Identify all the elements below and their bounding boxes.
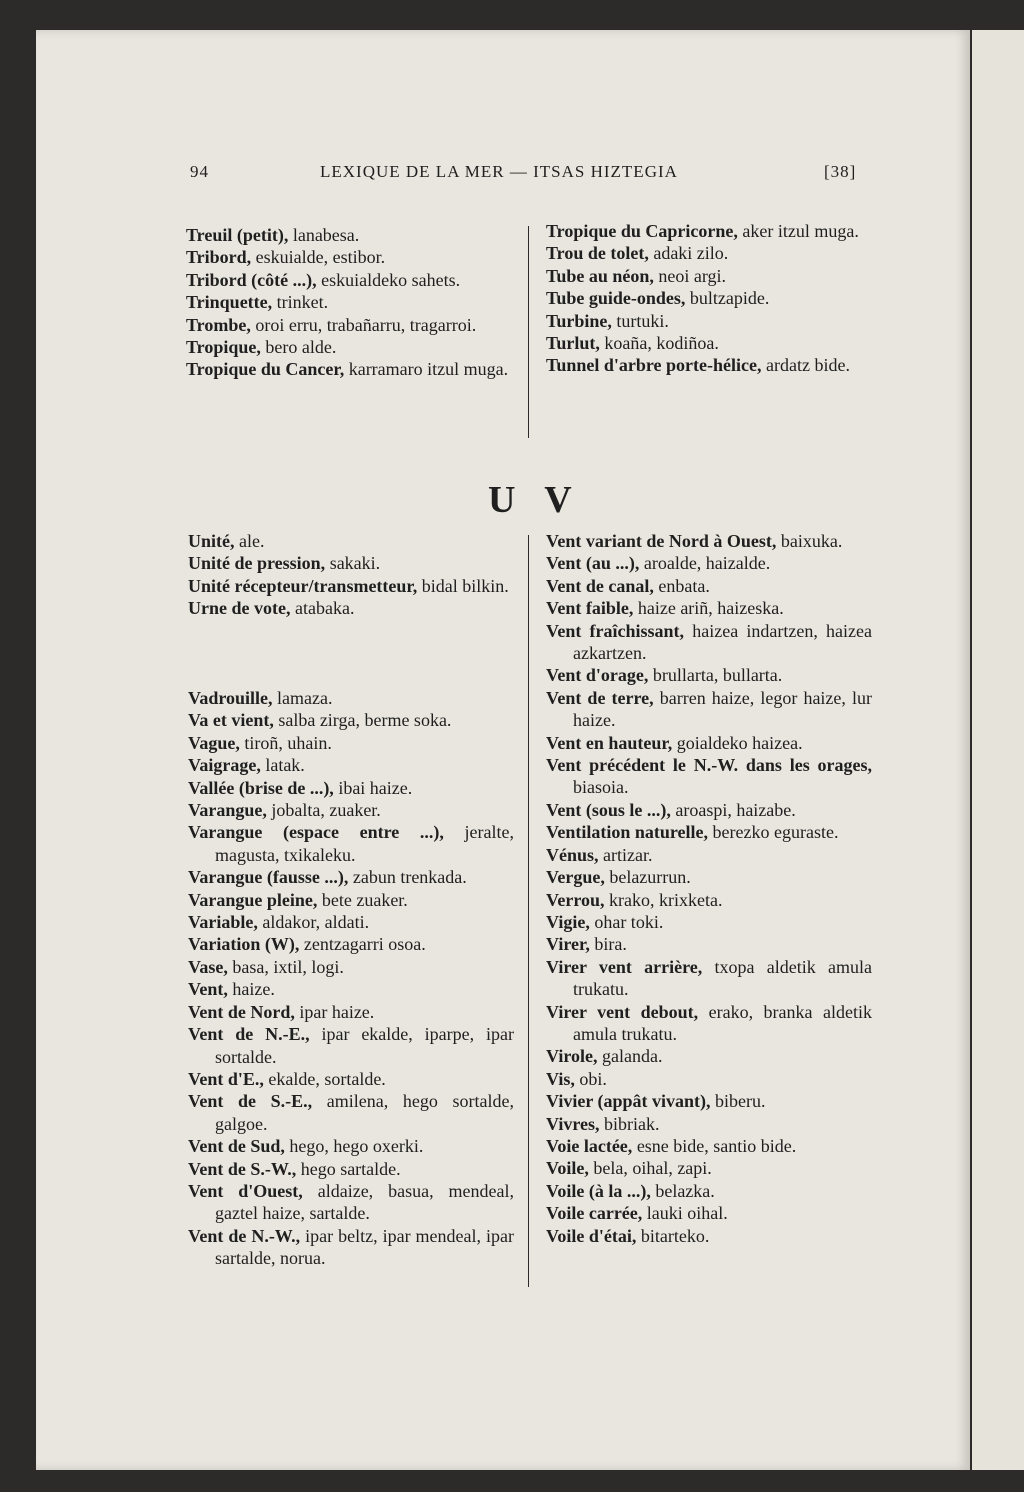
entry-definition: esne bide, santio bide. [632,1135,797,1156]
entry-term: Vivier (appât vivant), [546,1091,711,1112]
dictionary-entry [546,1045,872,1067]
entry-term: Vent de terre, [546,687,654,708]
entry-term: Vase, [188,956,228,977]
entry-definition: amilena, hego sortalde, galgoe. [215,1091,514,1134]
facing-page-edge [972,30,1024,1470]
dictionary-entry [188,530,514,552]
entry-term: Tropique, [186,337,261,358]
entry-definition: aroaspi, haizabe. [670,799,796,820]
dictionary-entry [546,530,872,552]
entry-term: Tunnel d'arbre porte-hélice, [546,355,762,376]
entry-term: Voile (à la ...), [546,1180,651,1201]
dictionary-entry [546,799,872,821]
entry-term: Varangue (fausse ...), [188,867,349,888]
entry-definition: ohar toki. [589,911,664,932]
entries-left-u [188,530,514,620]
section-heading: U V [488,479,582,521]
entries-top-left [186,224,512,381]
entry-definition: aroalde, haizalde. [639,553,771,574]
dictionary-entry [546,1135,872,1157]
entry-definition: koaña, kodiñoa. [599,333,719,354]
entry-definition: jobalta, zuaker. [266,800,381,821]
entry-term: Vent d'Ouest, [188,1180,303,1201]
entry-term: Voie lactée, [546,1135,633,1156]
entry-term: Vigie, [546,911,590,932]
entry-definition: ipar beltz, ipar mendeal, ipar sartalde, norua. [215,1225,514,1269]
dictionary-entry [546,575,872,597]
dictionary-entry [188,799,514,821]
entry-definition: barren haize, legor haize, lur haize. [573,687,872,731]
entry-term: Trombe, [186,314,251,335]
entry-definition: aker itzul muga. [737,221,859,241]
dictionary-entry [188,709,514,731]
page-number: 94 [190,162,209,181]
entry-definition: neoi argi. [653,265,727,286]
entry-term: Treuil (petit), [186,225,289,245]
dictionary-entry [546,552,872,574]
dictionary-entry [546,911,872,933]
entry-term: Tribord (côté ...), [186,269,317,290]
dictionary-entry [546,821,872,843]
entry-definition: bela, oihal, zapi. [588,1158,712,1179]
entry-term: Vallée (brise de ...), [188,777,334,798]
entry-definition: galanda. [597,1046,663,1067]
entry-term: Tube guide-ondes, [546,288,686,309]
entry-term: Va et vient, [188,710,274,731]
entry-term: Trou de tolet, [546,243,649,264]
entry-definition: krako, krixketa. [604,889,723,910]
entry-term: Virer vent arrière, [546,956,703,977]
entries-top-right [546,220,872,377]
entry-definition: tiroñ, uhain. [239,732,332,753]
dictionary-entry [188,933,514,955]
entry-definition: basa, ixtil, logi. [227,956,344,977]
entry-term: Trinquette, [186,292,273,313]
entry-definition: enbata. [653,575,710,596]
entry-term: Vent variant de Nord à Ouest, [546,531,777,551]
dictionary-entry [186,314,512,336]
entry-definition: ibai haize. [333,777,413,798]
dictionary-entry [546,1090,872,1112]
entry-definition: eskuialde, estibor. [251,247,386,268]
entry-term: Vent de N.-W., [188,1225,301,1246]
entry-definition: aldakor, aldati. [257,912,370,933]
entry-term: Unité récepteur/transmetteur, [188,575,418,596]
dictionary-entry [188,821,514,866]
entry-term: Vague, [188,732,240,753]
entry-definition: bero alde. [260,337,337,358]
entry-definition: ipar ekalde, iparpe, ipar sortalde. [215,1024,514,1067]
entry-definition: bibriak. [599,1113,660,1134]
dictionary-entry [546,754,872,799]
entry-definition: zabun trenkada. [348,867,467,888]
entry-definition: jeralte, magusta, txikaleku. [215,822,514,865]
entry-term: Tube au néon, [546,265,654,286]
entry-term: Unité de pression, [188,553,326,574]
dictionary-entry [186,224,512,246]
entry-definition: karramaro itzul muga. [344,359,509,380]
entry-definition: sakaki. [325,553,381,574]
entry-definition: haize ariñ, haizeska. [633,598,784,619]
entry-term: Vent de Sud, [188,1136,285,1157]
entry-definition: goialdeko haizea. [672,732,803,753]
entry-term: Tropique du Capricorne, [546,221,738,241]
entry-definition: txopa aldetik amula trukatu. [573,956,873,1000]
entry-term: Unité, [188,531,235,551]
entry-term: Vis, [546,1068,575,1089]
dictionary-entry [188,687,514,709]
entry-definition: haize. [227,979,275,1000]
entry-definition: bira. [589,934,627,955]
entry-term: Vénus, [546,844,599,865]
entry-term: Vaigrage, [188,755,261,776]
entry-term: Vent fraîchissant, [546,620,685,641]
entry-term: Variable, [188,912,258,933]
dictionary-entry [188,1180,514,1225]
entry-term: Vent précédent le N.-W. dans les orages, [546,755,872,776]
dictionary-entry [188,597,514,619]
entry-definition: brullarta, bullarta. [648,665,783,686]
entry-definition: biasoia. [573,777,629,798]
dictionary-entry [546,242,872,264]
dictionary-entry [186,269,512,291]
dictionary-entry [188,1158,514,1180]
dictionary-entry [546,354,872,376]
entry-term: Ventilation naturelle, [546,822,709,843]
column-rule-top [528,226,529,438]
dictionary-entry [188,978,514,1000]
entry-term: Vent faible, [546,598,634,619]
section-number: [38] [824,162,857,181]
entry-term: Verrou, [546,889,605,910]
entry-term: Tropique du Cancer, [186,359,345,380]
entry-term: Vivres, [546,1113,600,1134]
entry-term: Turbine, [546,310,612,331]
entry-term: Voile carrée, [546,1203,643,1224]
dictionary-entry [188,777,514,799]
entry-term: Vadrouille, [188,688,273,708]
entry-term: Virole, [546,1046,598,1067]
entry-term: Urne de vote, [188,598,291,619]
entry-definition: biberu. [710,1091,766,1112]
entry-term: Virer vent debout, [546,1001,699,1022]
entries-right-v [546,530,872,1247]
entry-definition: belazurrun. [604,867,691,888]
dictionary-entry [546,866,872,888]
dictionary-entry [546,597,872,619]
dictionary-entry [546,310,872,332]
entries-left-v [188,687,514,1270]
dictionary-entry [546,664,872,686]
entry-definition: ardatz bide. [761,355,850,376]
entry-definition: turtuki. [611,310,669,331]
entry-definition: ale. [234,531,265,551]
entry-term: Vergue, [546,867,605,888]
entry-term: Voile, [546,1158,589,1179]
entry-definition: bidal bilkin. [417,575,509,596]
entry-definition: berezko eguraste. [708,822,839,843]
dictionary-entry [188,956,514,978]
entry-definition: haizea indartzen, haizea azkartzen. [573,620,873,664]
entry-term: Vent de Nord, [188,1001,295,1022]
entry-definition: ipar haize. [294,1001,375,1022]
dictionary-entry [186,336,512,358]
entry-definition: latak. [260,755,305,776]
entry-term: Vent (sous le ...), [546,799,671,820]
entry-definition: belazka. [650,1180,715,1201]
entry-term: Variation (W), [188,934,300,955]
entry-term: Vent de canal, [546,575,654,596]
entry-definition: bultzapide. [685,288,770,309]
dictionary-entry [188,1023,514,1068]
entry-term: Turlut, [546,333,600,354]
entry-term: Vent (au ...), [546,553,640,574]
dictionary-entry [546,1180,872,1202]
dictionary-entry [546,889,872,911]
entry-definition: ekalde, sortalde. [263,1068,386,1089]
dictionary-entry [546,332,872,354]
dictionary-entry [546,1068,872,1090]
entry-definition: bitarteko. [636,1225,710,1246]
dictionary-entry [546,220,872,242]
entry-definition: obi. [574,1068,607,1089]
dictionary-entry [546,1157,872,1179]
dictionary-entry [546,287,872,309]
entry-definition: eskuialdeko sahets. [316,269,461,290]
dictionary-entry [546,265,872,287]
dictionary-entry [188,575,514,597]
entry-definition: aldaize, basua, mendeal, gaztel haize, sartalde. [215,1180,514,1224]
dictionary-entry [188,911,514,933]
dictionary-entry [188,732,514,754]
entry-definition: baixuka. [776,531,843,551]
entry-definition: erako, branka aldetik amula trukatu. [573,1001,872,1044]
dictionary-entry [546,956,872,1001]
dictionary-entry [186,291,512,313]
entry-definition: lauki oihal. [642,1203,728,1224]
dictionary-entry [546,687,872,732]
entry-definition: trinket. [272,292,329,313]
entry-definition: hego sartalde. [296,1158,401,1179]
dictionary-entry [546,1113,872,1135]
entry-term: Varangue, [188,800,267,821]
dictionary-entry [546,844,872,866]
entry-definition: salba zirga, berme soka. [273,710,452,731]
entry-definition: atabaka. [290,598,355,619]
dictionary-entry [546,1225,872,1247]
dictionary-entry [188,552,514,574]
entry-definition: artizar. [598,844,653,865]
entry-term: Vent de S.-E., [188,1091,313,1112]
dictionary-entry [186,358,512,380]
running-title: LEXIQUE DE LA MER — ITSAS HIZTEGIA [320,162,678,181]
dictionary-entry [546,732,872,754]
entry-term: Vent en hauteur, [546,732,673,753]
dictionary-entry [546,933,872,955]
entry-term: Vent d'orage, [546,665,649,686]
entry-definition: adaki zilo. [648,243,729,264]
dictionary-entry [188,866,514,888]
dictionary-entry [186,246,512,268]
entry-term: Vent de N.-E., [188,1024,310,1045]
entry-definition: lamaza. [272,688,333,708]
entry-term: Varangue pleine, [188,889,318,910]
dictionary-entry [188,1068,514,1090]
entry-term: Virer, [546,934,590,955]
dictionary-entry [188,1225,514,1270]
entry-definition: hego, hego oxerki. [284,1136,424,1157]
dictionary-entry [546,1001,872,1046]
entry-term: Varangue (espace entre ...), [188,822,444,843]
dictionary-entry [188,1001,514,1023]
dictionary-entry [188,889,514,911]
column-rule-bottom [528,535,529,1287]
dictionary-entry [188,1090,514,1135]
entry-term: Voile d'étai, [546,1225,637,1246]
entry-term: Vent de S.-W., [188,1158,297,1179]
dictionary-entry [188,754,514,776]
dictionary-entry [546,620,872,665]
entry-definition: zentzagarri osoa. [299,934,426,955]
dictionary-entry [546,1202,872,1224]
entry-term: Vent d'E., [188,1068,264,1089]
entry-definition: bete zuaker. [317,889,408,910]
dictionary-entry [188,1135,514,1157]
entry-definition: oroi erru, trabañarru, tragarroi. [250,314,477,335]
entry-term: Vent, [188,979,228,1000]
entry-term: Tribord, [186,247,252,268]
entry-definition: lanabesa. [288,225,360,245]
